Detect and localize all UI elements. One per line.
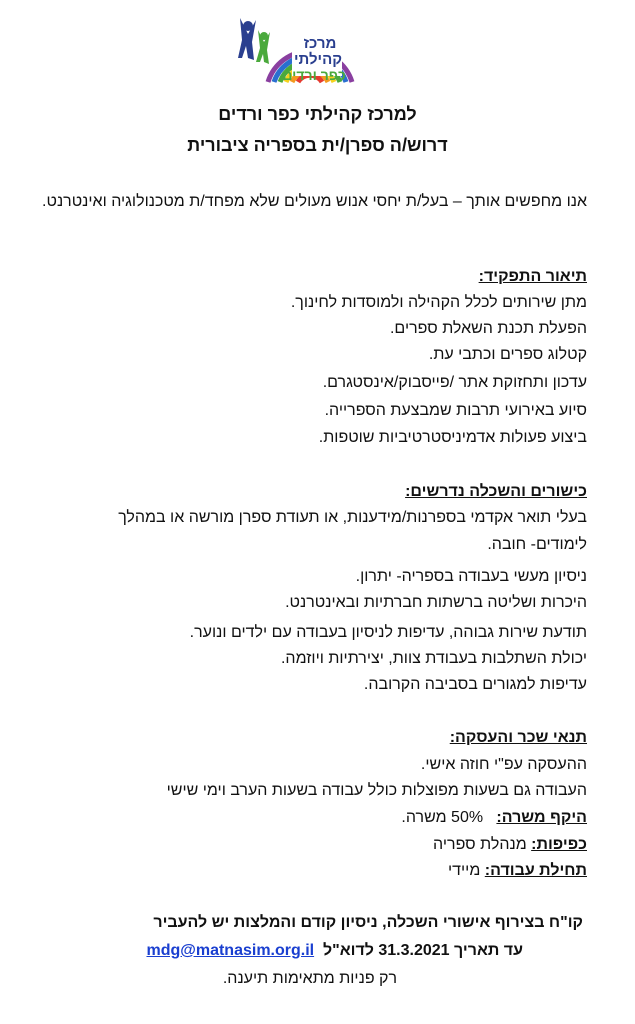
- job-item: קטלוג ספרים וכתבי עת.: [428, 346, 587, 363]
- logo-line-1: מרכז: [303, 35, 337, 52]
- reports-label: כפיפות:: [531, 836, 587, 853]
- scope-label: היקף משרה:: [496, 809, 587, 826]
- requirement-item: היכרות ושליטה ברשתות חברתיות ובאינטרנט.: [285, 594, 587, 611]
- org-title: למרכז קהילתי כפר ורדים: [218, 104, 417, 124]
- requirement-item: תודעת שירות גבוהה, עדיפות לניסיון בעבודה עם ילדים ונוער.: [189, 624, 587, 641]
- reports-value: מנהלת ספריה: [433, 836, 527, 853]
- terms-start: [448, 862, 587, 880]
- requirement-degree-line-2: לימודים- חובה.: [487, 536, 587, 553]
- terms-hours: העבודה גם בשעות מפוצלות כולל עבודה בשעות הערב וימי שישי: [166, 782, 587, 799]
- requirement-item: ניסיון מעשי בעבודה בספריה- יתרון.: [355, 568, 587, 585]
- requirements-heading: כישורים והשכלה נדרשים:: [405, 483, 587, 500]
- intro-paragraph: אנו מחפשים אותך – בעל/ת יחסי אנוש מעולים שלא מפחד/ת מטכנולוגיה ואינטרנט.: [42, 193, 587, 210]
- email-link[interactable]: mdg@matnasim.org.il: [146, 942, 315, 959]
- terms-reports-to: [433, 836, 587, 854]
- job-description-heading: תיאור התפקיד:: [478, 268, 587, 285]
- job-item: סיוע באירועי תרבות שמבצעת הספרייה.: [324, 402, 587, 419]
- terms-scope: [401, 809, 587, 827]
- requirement-item: יכולת השתלבות בעבודת צוות, יצירתיות ויוזמה.: [280, 650, 587, 667]
- job-item: ביצוע פעולות אדמיניסטרטיביות שוטפות.: [318, 429, 587, 446]
- start-label: תחילת עבודה:: [484, 862, 587, 879]
- deadline-text: עד תאריך 31.3.2021 לדוא"ל: [322, 942, 523, 959]
- logo-line-2: קהילתי: [293, 51, 343, 68]
- community-center-logo: [232, 12, 356, 84]
- position-title: דרוש/ה ספרן/ית בספריה ציבורית: [187, 135, 448, 155]
- scope-value: 50% משרה.: [401, 809, 484, 826]
- footer-deadline: [146, 942, 523, 960]
- footer-instructions: קו"ח בצירוף אישורי השכלה, ניסיון קודם והמלצות יש להעביר: [153, 914, 583, 931]
- requirement-item: עדיפות למגורים בסביבה הקרובה.: [363, 676, 587, 693]
- people-figures-icon: [238, 18, 270, 64]
- terms-heading: תנאי שכר והעסקה:: [449, 729, 587, 746]
- logo-line-3: כפר ורדים: [282, 67, 346, 83]
- job-item: עדכון ותחזוקת אתר /פייסבוק/אינסטגרם.: [322, 374, 587, 391]
- job-item: מתן שירותים לכלל הקהילה ולמוסדות לחינוך.: [290, 294, 587, 311]
- terms-contract: ההעסקה עפ"י חוזה אישי.: [420, 756, 587, 773]
- footer-note: רק פניות מתאימות תיענה.: [222, 970, 397, 987]
- requirement-degree-line-1: בעלי תואר אקדמי בספרנות/מידענות, או תעודת ספרן מורשה או במהלך: [118, 509, 587, 526]
- start-value: מיידי: [448, 862, 481, 879]
- job-item: הפעלת תכנת השאלת ספרים.: [389, 320, 587, 337]
